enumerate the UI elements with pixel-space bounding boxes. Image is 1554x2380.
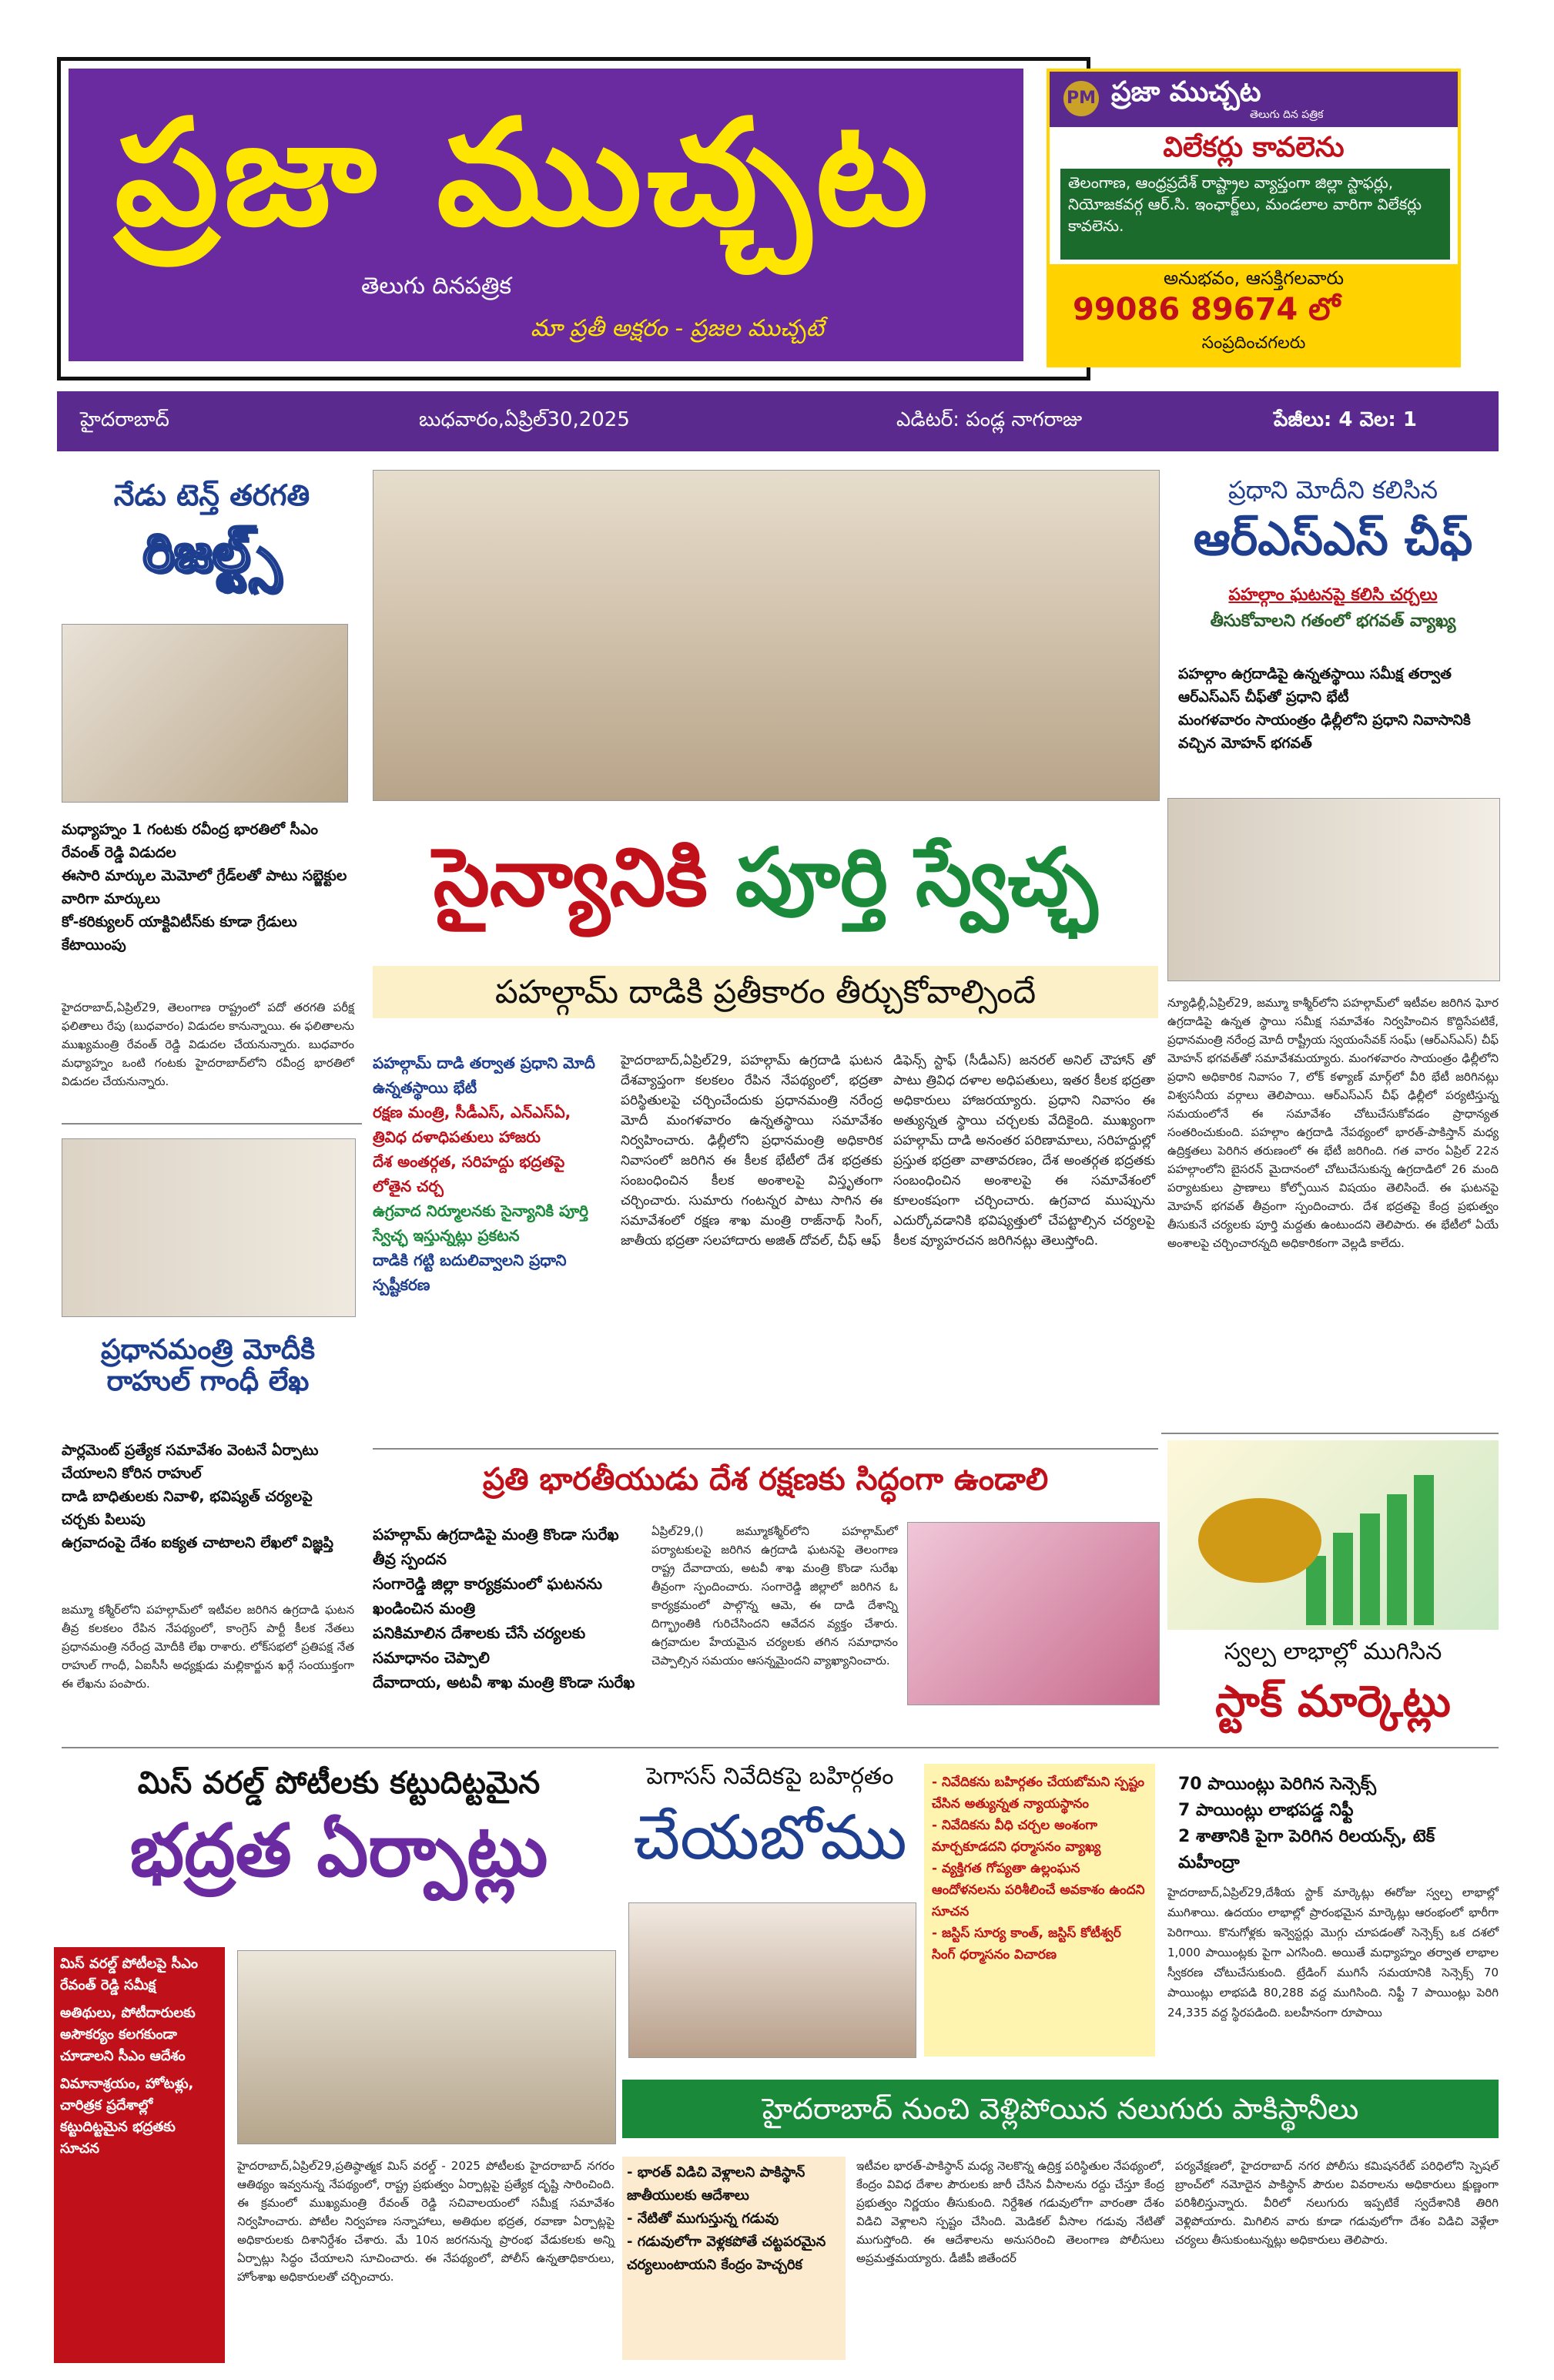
- results-bullet: మధ్యాహ్నం 1 గంటకు రవీంద్ర భారతిలో సీఎం రేవంత్ రెడ్డి విడుదల: [62, 821, 319, 861]
- supreme-court-photo: [628, 1902, 916, 2058]
- dateline-bar: [57, 391, 1499, 451]
- stock-title: స్టాక్ మార్కెట్లు: [1215, 1677, 1451, 1727]
- minister-bullet: పహల్గామ్ ఉగ్రదాడిపై మంత్రి కొండా సురేఖ తీవ్ర స్పందన: [373, 1525, 619, 1568]
- pm-meeting-photo: [373, 470, 1160, 801]
- pegasus-bullet: - నివేదికను వీధి చర్చల అంశంగా మార్చకూడదని ధర్మాసనం వ్యాఖ్య: [932, 1818, 1101, 1855]
- newspaper-logo: ప్రజా ముచ్చట: [115, 86, 933, 258]
- lead-headline-part1: సైన్యానికి: [433, 830, 708, 924]
- pm-logo-icon: PM: [1063, 81, 1099, 116]
- miss-world-kicker: మిస్ వరల్డ్ పోటీలకు కట్టుదిట్టమైన: [137, 1765, 541, 1801]
- masthead-banner: [69, 69, 1023, 361]
- ad-body: తెలంగాణ, ఆంధ్రప్రదేశ్ రాష్ట్రాల వ్యాప్తంగా జిల్లా స్టాఫర్లు, నియోజకవర్గ ఆర్.సి. ఇంఛార్జ్‌లు, మండలాల వారిగా విలేకర్లు కావలెను.: [1060, 169, 1450, 260]
- lead-headline-part2: పూర్తి స్వేచ్ఛ: [735, 830, 1098, 924]
- konda-surekha-photo: [907, 1522, 1160, 1705]
- stock-kicker: స్వల్ప లాభాల్లో ముగిసిన: [1224, 1638, 1442, 1665]
- miss-world-body: హైదరాబాద్,ఏప్రిల్29,ప్రతిష్ఠాత్మక మిస్ వరల్డ్ - 2025 పోటీలకు హైదరాబాద్ నగరం ఆతిథ్యం ఇవ్వనున్న నేపథ్యంలో, రాష్ట్ర ప్రభుత్వం ఏర్పాట్లపై ప్రత్యేక దృష్టి సారించింది. ఈ క్రమంలో ముఖ్యమంత్రి రేవంత్ రెడ్డి సచివాలయంలో సమీక్ష సమావేశం నిర్వహించారు. పోటీల నిర్వహణ సన్నాహాలు, అతిథుల భద్రత, రవాణా ఏర్పాట్లపై అధికారులకు దిశానిర్దేశం చేశారు. మే 10న జరగనున్న ప్రారంభ వేడుకలకు అన్ని ఏర్పాట్లు సిద్ధం చేయాలని సూచించారు. ఈ నేపథ్యంలో, పోలీస్ ఉన్నతాధికారులు, హోంశాఖ అధికారులతో చర్చించారు.: [237, 2159, 615, 2284]
- ad-logo-text: ప్రజా ముచ్చట: [1111, 76, 1261, 108]
- dateline-editor: ఎడిటర్: పండ్ల నాగరాజు: [896, 408, 1083, 431]
- stock-bullets: [1178, 1772, 1502, 1876]
- minister-headline: ప్రతి భారతీయుడు దేశ రక్షణకు సిద్ధంగా ఉండాలి: [482, 1462, 1049, 1497]
- rahul-bullet: పార్లమెంట్ ప్రత్యేక సమావేశం వెంటనే ఏర్పాటు చేయాలని కోరిన రాహుల్: [62, 1442, 319, 1482]
- rahul-bullet: ఉగ్రవాదంపై దేశం ఐక్యత చాటాలని లేఖలో విజ్ఞప్తి: [62, 1534, 333, 1551]
- ad-heading: విలేకర్లు కావలెను: [1163, 132, 1345, 163]
- results-bullet: ఈసారి మార్కుల మెమోలో గ్రేడ్‌లతో పాటు సబ్జెక్టుల వారిగా మార్కులు: [62, 867, 347, 907]
- divider: [1161, 1433, 1499, 1434]
- rss-bullet: పహల్గాం ఉగ్రదాడిపై ఉన్నతస్థాయి సమీక్ష తర్వాత ఆర్ఎస్ఎస్ చీఫ్‌తో ప్రధాని భేటీ: [1178, 665, 1452, 706]
- rss-sub2: తీసుకోవాలని గతంలో భగవత్ వ్యాఖ్య: [1210, 612, 1456, 631]
- pegasus-bullet: - నివేదికను బహిర్గతం చేయబోమని స్పష్టం చేసిన అత్యున్నత న్యాయస్థానం: [932, 1775, 1145, 1812]
- lead-bullets: [373, 1051, 604, 1297]
- ad-logo-bar: [1050, 72, 1458, 127]
- bull-chart-icon: [1167, 1440, 1499, 1630]
- ad-logo-subtitle: తెలుగు దిన పత్రిక: [1250, 109, 1324, 121]
- dateline-city: హైదరాబాద్: [80, 408, 169, 431]
- stock-bullet: 2 శాతానికి పైగా పెరిగిన రిలయన్స్, టెక్ మహీంద్రా: [1178, 1827, 1435, 1872]
- ad-contact: సంప్రదించగలరు: [1201, 334, 1306, 353]
- divider: [373, 1448, 1158, 1450]
- divider: [62, 1123, 362, 1125]
- rahul-bullets: [62, 1439, 354, 1554]
- pakistan-col1: ఇటీవల భారత్-పాకిస్థాన్ మధ్య నెలకొన్న ఉద్రిక్త పరిస్థితుల నేపథ్యంలో, కేంద్రం వివిధ దేశాల పౌరులకు జారీ చేసిన వీసాలను రద్దు చేస్తూ కేంద్ర ప్రభుత్వం నిర్ణయం తీసుకుంది. నిర్దేశిత గడువులోగా వారంతా దేశం విడిచి వెళ్లాలని స్పష్టం చేసింది. మెడికల్ వీసాల గడువు నేటితో ముగుస్తోంది. ఈ ఆదేశాలను అనుసరించి తెలంగాణ పోలీసులు అప్రమత్తమయ్యారు. డీజీపీ జితేందర్: [856, 2159, 1164, 2265]
- exam-students-photo: [62, 624, 348, 803]
- lead-bullet: రక్షణ మంత్రి, సీడీఎస్, ఎన్ఎస్ఏ, త్రివిధ దళాధిపతులు హాజరు: [373, 1103, 571, 1146]
- minister-bullet: దేవాదాయ, అటవీ శాఖ మంత్రి కొండా సురేఖ: [373, 1673, 635, 1691]
- pakistan-bullet: - నేటితో ముగుస్తున్న గడువు: [627, 2211, 779, 2227]
- ad-phone: 99086 89674 లో: [1073, 292, 1341, 327]
- pegasus-kicker: పెగాసస్ నివేదికపై బహిర్గతం: [646, 1763, 894, 1790]
- dateline-pages: పేజీలు: 4 వెల: 1: [1274, 408, 1417, 431]
- stock-bullet: 70 పాయింట్లు పెరిగిన సెన్సెక్స్: [1178, 1775, 1377, 1794]
- rss-body: న్యూఢిల్లీ,ఏప్రిల్29, జమ్మూ కాశ్మీర్‌లోని పహల్గామ్‌లో ఇటీవల జరిగిన ఘోర ఉగ్రదాడిపై ఉన్నత స్థాయి సమీక్ష సమావేశం నిర్వహించిన కొద్దిసేపటికే, ప్రధానమంత్రి నరేంద్ర మోదీ రాష్ట్రీయ స్వయంసేవక్ సంఘ్ (ఆర్ఎస్ఎస్) చీఫ్ మోహన్ భగవత్‌తో సమావేశమయ్యారు. మంగళవారం సాయంత్రం ఢిల్లీలోని ప్రధాని అధికారిక నివాసం 7, లోక్ కళ్యాణ్ మార్గ్‌లో వీరి భేటీ జరిగినట్లు విశ్వసనీయ వర్గాలు తెలిపాయి. ఆర్ఎస్ఎస్ చీఫ్ ఢిల్లీలో పర్యటిస్తున్న సమయంలోనే ఈ సమావేశం చోటుచేసుకోవడం ప్రాధాన్యత సంతరించుకుంది. పహల్గాం ఉగ్రదాడి నేపథ్యంలో భారత్-పాకిస్తాన్ మధ్య ఉద్రిక్తతలు పెరిగిన తరుణంలో ఈ భేటీ జరిగింది. గత వారం ఏప్రిల్ 22న పహల్గాంలోని బైసరన్ మైదానంలో చోటుచేసుకున్న ఉగ్రదాడిలో 26 మంది పర్యాటకులు ప్రాణాలు కోల్పోయిన విషయం తెలిసిందే. ఈ ఘటనపై మోహన్ భగవత్ తీవ్రంగా స్పందించారు. దేశ భద్రతపై కేంద్ర ప్రభుత్వం తీసుకునే చర్యలకు పూర్తి మద్దతు ఉంటుందని తెలిపారు. ఈ భేటీలో ఏయే అంశాలపై చర్చించారన్నది అధికారికంగా వెల్లడి కాలేదు.: [1167, 996, 1499, 1250]
- pakistan-bullets: [622, 2157, 846, 2360]
- pegasus-bullets: [924, 1764, 1155, 1973]
- lead-subhead: పహల్గామ్ దాడికి ప్రతీకారం తీర్చుకోవాల్సిందే: [373, 966, 1158, 1018]
- newspaper-tagline: మా ప్రతీ అక్షరం - ప్రజల ముచ్చటే: [531, 315, 824, 342]
- minister-bullet: సంగారెడ్డి జిల్లా కార్యక్రమంలో ఘటనను ఖండించిన మంత్రి: [373, 1574, 602, 1617]
- minister-body: ఏప్రిల్29,() జమ్మూకశ్మీర్‌లోని పహల్గామ్‌లో పర్యాటకులపై జరిగిన ఉగ్రదాడి ఘటనపై తెలంగాణ రాష్ట్ర దేవాదాయ, అటవీ శాఖ మంత్రి కొండా సురేఖ తీవ్రంగా స్పందించారు. సంగారెడ్డి జిల్లాలో జరిగిన ఓ కార్యక్రమంలో పాల్గొన్న ఆమె, ఈ దాడి దేశాన్ని దిగ్భ్రాంతికి గురిచేసిందని ఆవేదన వ్యక్తం చేశారు. ఉగ్రవాదుల హేయమైన చర్యలకు తగిన సమాధానం చెప్పాల్సిన సమయం ఆసన్నమైందని వ్యాఖ్యానించారు.: [651, 1524, 898, 1668]
- minister-bullet: పనికిమాలిన దేశాలకు చేసే చర్యలకు సమాధానం చెప్పాలి: [373, 1624, 586, 1667]
- miss-world-title: భద్రత ఏర్పాట్లు: [129, 1809, 548, 1893]
- rahul-bullet: దాడి బాధితులకు నివాళి, భవిష్యత్ చర్యలపై చర్చకు పిలుపు: [62, 1488, 313, 1528]
- stock-bullet: 7 పాయింట్లు లాభపడ్డ నిఫ్టీ: [1178, 1801, 1354, 1820]
- rss-kicker: ప్రధాని మోదీని కలిసిన: [1227, 475, 1438, 504]
- pakistan-bullet: - గడువులోగా వెళ్లకపోతే చట్టపరమైన చర్యలుంటాయని కేంద్రం హెచ్చరిక: [627, 2234, 826, 2273]
- pakistan-bullet: - భారత్ విడిచి వెళ్లాలని పాకిస్థాన్ జాతీయులకు ఆదేశాలు: [627, 2164, 805, 2204]
- pegasus-bullet-box: [924, 1764, 1155, 2057]
- pakistan-headline: హైదరాబాద్ నుంచి వెళ్లిపోయిన నలుగురు పాకిస్థానీలు: [622, 2080, 1499, 2138]
- miss-world-bullets: [54, 1947, 225, 2363]
- divider: [62, 1747, 1499, 1748]
- results-bullets: [62, 818, 354, 957]
- ad-experience: అనుభవం, ఆసక్తిగలవారు: [1163, 267, 1345, 289]
- pegasus-title: చేయబోము: [633, 1802, 907, 1873]
- lead-headline: [373, 832, 1158, 924]
- pakistan-col2: పర్యవేక్షణలో, హైదరాబాద్ నగర పోలీసు కమిషనరేట్ పరిధిలోని స్పెషల్ బ్రాంచ్‌లో నమోదైన పాకిస్థాన్ పౌరుల వివరాలను అధికారులు క్షుణ్ణంగా పరిశీలిస్తున్నారు. వీరిలో నలుగురు ఇప్పటికే స్వదేశానికి తిరిగి వెళ్లిపోయారు. మిగిలిన వారు కూడా గడువులోగా దేశం విడిచి వెళ్లేలా చర్యలు తీసుకుంటున్నట్లు అధికారులు తెలిపారు.: [1175, 2159, 1499, 2247]
- rahul-modi-photo: [62, 1138, 356, 1317]
- reporters-wanted-ad: [1047, 69, 1461, 367]
- results-title: రిజల్ట్స్: [142, 523, 281, 584]
- lead-col2: డిఫెన్స్ స్టాఫ్ (సీడీఎస్) జనరల్ అనిల్ చౌహాన్ తో పాటు త్రివిధ దళాల అధిపతులు, ఇతర కీలక భద్రతా అధికారులు హాజరయ్యారు. ప్రధాని నివాసం ఈ అత్యున్నత స్థాయి చర్చలకు వేదికైంది. ముఖ్యంగా పహల్గామ్ దాడి అనంతర పరిణామాలు, సరిహద్దుల్లో ప్రస్తుత భద్రతా వాతావరణం, దేశ అంతర్గత భద్రతకు సంబంధించిన అంశాలపై ఈ సమావేశంలో కూలంకషంగా చర్చించారు. ఉగ్రవాద ముప్పును ఎదుర్కోవడానికి భవిష్యత్తులో చేపట్టాల్సిన చర్యలపై కీలక వ్యూహరచన జరిగినట్లు తెలుస్తోంది.: [893, 1053, 1155, 1249]
- stock-body: హైదరాబాద్,ఏప్రిల్29,దేశీయ స్టాక్ మార్కెట్లు ఈరోజు స్వల్ప లాభాల్లో ముగిశాయి. ఉదయం లాభాల్లో ప్రారంభమైన మార్కెట్లు ఆరంభంలో భారీగా పెరిగాయి. కొనుగోళ్లకు ఇన్వెస్టర్లు మొగ్గు చూపడంతో సెన్సెక్స్ ఒక దశలో 1,000 పాయింట్లకు పైగా ఎగసింది. అయితే మధ్యాహ్నం తర్వాత లాభాల స్వీకరణ చోటుచేసుకుంది. ట్రేడింగ్ ముగిసే సమయానికి సెన్సెక్స్ 70 పాయింట్లు లాభపడి 80,288 వద్ద ముగిసింది. నిఫ్టీ 7 పాయింట్లు పెరిగి 24,335 వద్ద స్థిరపడింది. బలహీనంగా రూపాయి: [1167, 1886, 1499, 2020]
- pegasus-bullet: - వ్యక్తిగత గోప్యతా ఉల్లంఘన ఆందోళనలను పరిశీలించే అవకాశం ఉందని సూచన: [932, 1861, 1145, 1919]
- rss-bullets: [1178, 662, 1494, 755]
- rahul-title: ప్రధానమంత్రి మోదీకి రాహుల్ గాంధీ లేఖ: [100, 1334, 316, 1398]
- minister-bullets: [373, 1522, 642, 1694]
- lead-bullet: దాడికి గట్టి బదులివ్వాలని ప్రధాని స్పష్టీకరణ: [373, 1251, 567, 1294]
- miss-world-bullet: విమానాశ్రయం, హోటళ్లు, చారిత్రక ప్రదేశాల్లో కట్టుదిట్టమైన భద్రతకు సూచన: [60, 2076, 194, 2157]
- miss-world-bullet: అతిథులు, పోటీదారులకు అసౌకర్యం కలగకుండా చూడాలని సీఎం ఆదేశం: [60, 2005, 196, 2064]
- rahul-body: జమ్మూ కశ్మీర్‌లోని పహల్గామ్‌లో ఇటీవల జరిగిన ఉగ్రదాడి ఘటన తీవ్ర కలకలం రేపిన నేపథ్యంలో, కాంగ్రెస్ పార్టీ కీలక నేతలు ప్రధానమంత్రి నరేంద్ర మోదీకి లేఖ రాశారు. లోక్‌సభలో ప్రతిపక్ష నేత రాహుల్ గాంధీ, ఏఐసీసీ అధ్యక్షుడు మల్లికార్జున ఖర్గే సంయుక్తంగా ఈ లేఖను పంపారు.: [62, 1603, 354, 1691]
- ad-contact-box: [1050, 264, 1458, 364]
- dateline-date: బుధవారం,ఏప్రిల్30,2025: [419, 408, 630, 431]
- rss-title: ఆర్ఎస్ఎస్ చీఫ్: [1193, 512, 1473, 566]
- rss-bullet: మంగళవారం సాయంత్రం ఢిల్లీలోని ప్రధాని నివాసానికి వచ్చిన మోహన్ భగవత్: [1178, 712, 1471, 752]
- rss-sub1: పహల్గాం ఘటనపై కలిసి చర్చలు: [1228, 585, 1438, 605]
- lead-bullet: దేశ అంతర్గత, సరిహద్దు భద్రతపై లోతైన చర్చ: [373, 1152, 565, 1195]
- newspaper-subtitle: తెలుగు దినపత్రిక: [361, 273, 512, 300]
- results-kicker: నేడు టెన్త్ తరగతి: [113, 478, 310, 512]
- lead-col1: హైదరాబాద్,ఏప్రిల్29, పహల్గామ్ ఉగ్రదాడి ఘటన దేశవ్యాప్తంగా కలకలం రేపిన నేపథ్యంలో, భద్రతా పరిస్థితులపై చర్చించేందుకు ప్రధానమంత్రి నరేంద్ర మోదీ మంగళవారం ఉన్నతస్థాయి సమావేశం నిర్వహించారు. ఢిల్లీలోని ప్రధానమంత్రి అధికారిక నివాసంలో జరిగిన ఈ కీలక భేటీలో దేశ భద్రతకు సంబంధించిన కీలక అంశాలపై విస్తృతంగా చర్చించారు. సుమారు గంటన్నర పాటు సాగిన ఈ సమావేశంలో రక్షణ శాఖ మంత్రి రాజ్‌నాథ్ సింగ్, జాతీయ భద్రతా సలహాదారు అజిత్ దోవల్, చీఫ్ ఆఫ్: [621, 1053, 882, 1249]
- lead-bullet: పహల్గామ్ దాడి తర్వాత ప్రధాని మోదీ ఉన్నతస్థాయి భేటీ: [373, 1054, 595, 1097]
- bull-market-graphic: [1167, 1440, 1499, 1630]
- results-bullet: కో-కరిక్యులర్ యాక్టివిటీస్‌కు కూడా గ్రేడులు కేటాయింపు: [62, 913, 297, 954]
- masthead: [57, 57, 1422, 380]
- miss-world-bullet: మిస్ వరల్డ్ పోటీలపై సీఎం రేవంత్ రెడ్డి సమీక్ష: [60, 1956, 199, 1993]
- modi-bhagwat-photo: [1167, 798, 1500, 981]
- results-body: హైదరాబాద్,ఏప్రిల్29, తెలంగాణ రాష్ట్రంలో పదో తరగతి పరీక్ష ఫలితాలు రేపు (బుధవారం) విడుదల కానున్నాయి. ఈ ఫలితాలను ముఖ్యమంత్రి రేవంత్ రెడ్డి విడుదల చేయనున్నారు. బుధవారం మధ్యాహ్నం ఒంటి గంటకు హైదరాబాద్‌లోని రవీంద్ర భారతిలో విడుదల చేయనున్నారు.: [62, 1001, 354, 1088]
- pegasus-bullet: - జస్టిస్ సూర్య కాంత్, జస్టిస్ కోటీశ్వర్ సింగ్ ధర్మాసనం విచారణ: [932, 1926, 1121, 1963]
- review-meeting-photo: [237, 1950, 616, 2144]
- lead-bullet: ఉగ్రవాద నిర్మూలనకు సైన్యానికి పూర్తి స్వేచ్ఛ ఇస్తున్నట్లు ప్రకటన: [373, 1202, 589, 1245]
